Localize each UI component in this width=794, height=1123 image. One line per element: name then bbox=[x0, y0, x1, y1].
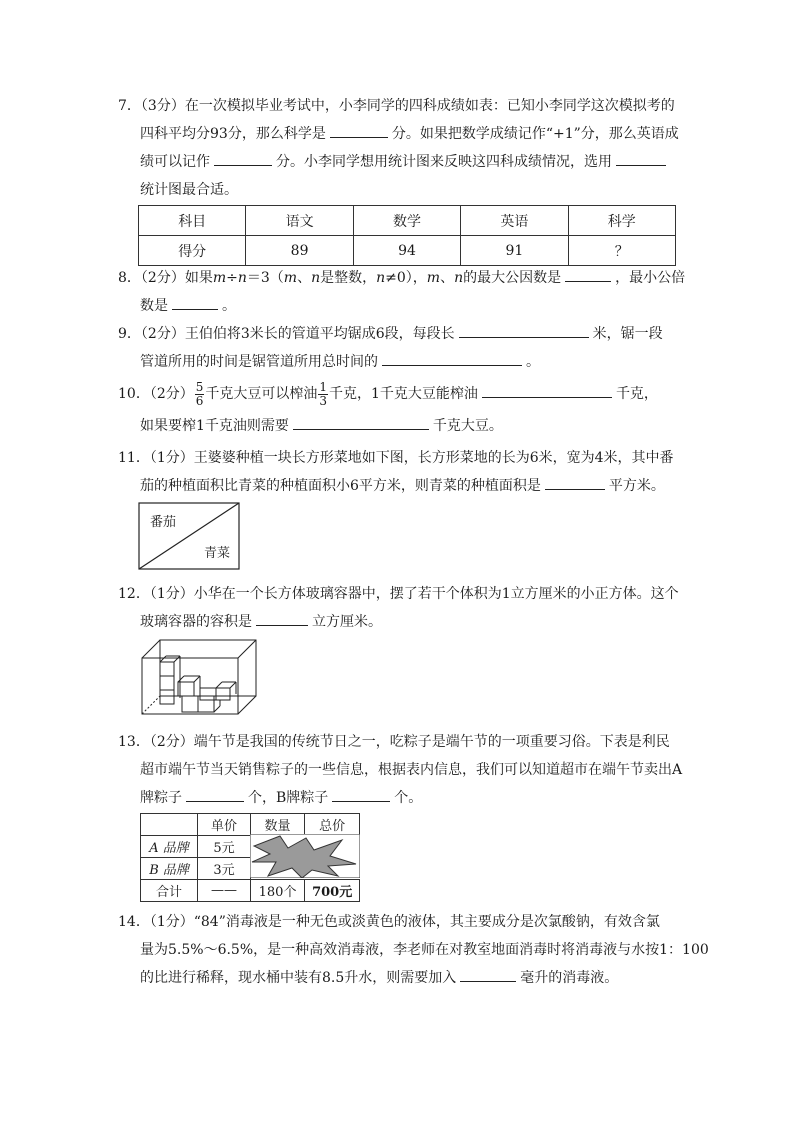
answer-blank[interactable] bbox=[382, 351, 522, 366]
q8-text: 的最大公因数是 bbox=[463, 270, 562, 286]
answer-blank[interactable] bbox=[186, 787, 244, 802]
table-header: 数量 bbox=[250, 814, 304, 836]
var-n: n bbox=[376, 270, 386, 286]
q10-text: 千克， bbox=[615, 386, 658, 402]
q7-line-2 bbox=[118, 120, 678, 148]
table-header: 数学 bbox=[353, 206, 460, 236]
q14-text: 毫升的消毒液。 bbox=[520, 970, 619, 986]
glass-container-cubes-figure bbox=[140, 638, 260, 720]
q9-line-2 bbox=[118, 348, 678, 376]
table-header: 语文 bbox=[246, 206, 353, 236]
table-cell: A 品牌 bbox=[141, 836, 198, 858]
answer-blank[interactable] bbox=[616, 151, 666, 166]
q12-line-2 bbox=[118, 608, 678, 636]
q14-text: 的比进行稀释，现水桶中装有8.5升水，则需要加入 bbox=[140, 970, 457, 986]
table-cell: B 品牌 bbox=[141, 858, 198, 880]
table-cell: 得分 bbox=[139, 236, 246, 266]
table-cell: ？ bbox=[568, 236, 675, 266]
table-header: 英语 bbox=[461, 206, 568, 236]
answer-blank[interactable] bbox=[214, 151, 272, 166]
fraction-numerator: 5 bbox=[195, 379, 204, 394]
q9-text: 米，锯一段 bbox=[592, 326, 663, 342]
q13-text: 牌粽子 bbox=[140, 790, 182, 806]
q11-text: 平方米。 bbox=[608, 478, 665, 494]
q8-text: ≠0）， bbox=[385, 270, 427, 286]
q9-line-1 bbox=[118, 320, 678, 348]
table-cell: —— bbox=[198, 880, 251, 902]
answer-blank[interactable] bbox=[459, 323, 589, 338]
question-11 bbox=[118, 444, 678, 500]
table-header: 总价 bbox=[305, 814, 360, 836]
fraction-one-third bbox=[318, 381, 328, 408]
q11-line-2 bbox=[118, 472, 678, 500]
q12-line-1: 12．（1分）小华在一个长方体玻璃容器中，摆了若干个体积为1立方厘米的小正方体。这个 bbox=[118, 586, 679, 602]
table-cell: 91 bbox=[461, 236, 568, 266]
q10-text: 如果要榨1千克油则需要 bbox=[140, 418, 289, 434]
q10-line-1 bbox=[118, 376, 678, 412]
label-greens: 青菜 bbox=[204, 546, 231, 561]
answer-blank[interactable] bbox=[545, 475, 605, 490]
q10-text: 千克大豆可以榨油 bbox=[205, 386, 318, 402]
table-cell: 合计 bbox=[141, 880, 198, 902]
q7-text: 分。如果把数学成绩记作“+1”分，那么英语成 bbox=[391, 126, 679, 142]
table-cell: 89 bbox=[246, 236, 353, 266]
table-cell: 180个 bbox=[250, 880, 304, 902]
table-cell: 94 bbox=[353, 236, 460, 266]
q10-text: 千克，1千克大豆能榨油 bbox=[329, 386, 478, 402]
q9-text: 。 bbox=[526, 354, 540, 370]
label-tomato: 番茄 bbox=[150, 515, 177, 530]
question-10 bbox=[118, 376, 678, 440]
answer-blank[interactable] bbox=[256, 611, 308, 626]
table-cell: 700元 bbox=[305, 880, 360, 902]
fraction-denominator: 6 bbox=[195, 393, 204, 408]
q8-line-2 bbox=[118, 292, 678, 320]
q9-text: 9．（2分）王伯伯将3米长的管道平均锯成6段，每段长 bbox=[118, 326, 455, 342]
q14-line-3 bbox=[118, 964, 678, 992]
var-n: n bbox=[237, 270, 247, 286]
var-m: m bbox=[283, 270, 298, 286]
question-12 bbox=[118, 580, 678, 636]
q7-text: 分。小李同学想用统计图来反映这四科成绩情况，选用 bbox=[276, 154, 612, 170]
answer-blank[interactable] bbox=[460, 967, 516, 982]
q11-line-1: 11．（1分）王婆婆种植一块长方形菜地如下图，长方形菜地的长为6米，宽为4米，其中番 bbox=[118, 450, 674, 466]
answer-blank[interactable] bbox=[172, 295, 218, 310]
var-m: m bbox=[426, 270, 441, 286]
divide-sign: ÷ bbox=[226, 270, 238, 286]
var-n: n bbox=[454, 270, 464, 286]
table-cell: 5元 bbox=[198, 836, 251, 858]
fraction-five-sixths bbox=[195, 381, 205, 408]
q13-text: 个，B牌粽子 bbox=[248, 790, 329, 806]
q13-line-1: 13．（2分）端午节是我国的传统节日之一，吃粽子是端午节的一项重要习俗。下表是利民 bbox=[118, 734, 670, 750]
question-14 bbox=[118, 908, 709, 992]
var-n: n bbox=[311, 270, 321, 286]
q8-line-1 bbox=[118, 264, 686, 292]
q7-line-4: 统计图最合适。 bbox=[140, 182, 238, 198]
zongzi-sales-table-wrap bbox=[140, 813, 360, 901]
var-m: m bbox=[212, 270, 227, 286]
fraction-numerator: 1 bbox=[319, 379, 328, 394]
table-header: 单价 bbox=[198, 814, 251, 836]
ink-blot-cover bbox=[250, 834, 360, 878]
table-cell: 3元 bbox=[198, 858, 251, 880]
q14-line-1: 14．（1分）“84”消毒液是一种无色或淡黄色的液体，其主要成分是次氯酸钠，有效含氯 bbox=[118, 914, 660, 930]
q12-text: 玻璃容器的容积是 bbox=[140, 614, 252, 630]
q14-line-2: 量为5.5%～6.5%，是一种高效消毒液，李老师在对教室地面消毒时将消毒液与水按1：100 bbox=[140, 942, 709, 958]
q8-text: 8．（2分）如果 bbox=[118, 270, 213, 286]
q8-text: ＝3（ bbox=[246, 270, 284, 286]
table-header: 科目 bbox=[139, 206, 246, 236]
q7-line-1: 7．（3分）在一次模拟毕业考试中，小李同学的四科成绩如表：已知小李同学这次模拟考的 bbox=[118, 98, 675, 114]
q11-text: 茄的种植面积比青菜的种植面积小6平方米，则青菜的种植面积是 bbox=[140, 478, 541, 494]
q12-text: 立方厘米。 bbox=[312, 614, 382, 630]
q10-text: 10．（2分） bbox=[118, 386, 194, 402]
q9-text: 管道所用的时间是锯管道所用总时间的 bbox=[140, 354, 378, 370]
q10-text: 千克大豆。 bbox=[432, 418, 503, 434]
table-header: 科学 bbox=[568, 206, 675, 236]
q8-text: 数是 bbox=[140, 298, 168, 314]
question-8 bbox=[118, 264, 686, 320]
q8-text: 。 bbox=[222, 298, 236, 314]
score-table bbox=[138, 205, 676, 266]
q10-line-2 bbox=[118, 412, 678, 440]
answer-blank[interactable] bbox=[293, 415, 429, 430]
q7-text: 绩可以记作 bbox=[140, 154, 210, 170]
q7-line-3 bbox=[118, 148, 678, 176]
question-7 bbox=[118, 92, 678, 204]
q8-text: ，最小公倍 bbox=[615, 270, 686, 286]
q13-text: 个。 bbox=[394, 790, 423, 806]
answer-blank[interactable] bbox=[332, 787, 390, 802]
fraction-denominator: 3 bbox=[319, 393, 328, 408]
question-9 bbox=[118, 320, 678, 376]
question-13 bbox=[118, 728, 683, 812]
q13-line-2: 超市端午节当天销售粽子的一些信息，根据表内信息，我们可以知道超市在端午节卖出A bbox=[140, 762, 683, 778]
vegetable-plot-figure bbox=[138, 502, 242, 572]
table-header bbox=[141, 814, 198, 836]
q8-text: 、 bbox=[297, 270, 312, 286]
q7-text: 四科平均分93分，那么科学是 bbox=[140, 126, 326, 142]
q8-text: 、 bbox=[440, 270, 455, 286]
q8-text: 是整数， bbox=[320, 270, 377, 286]
answer-blank[interactable] bbox=[330, 123, 388, 138]
answer-blank[interactable] bbox=[482, 383, 612, 398]
q13-line-3 bbox=[118, 784, 678, 812]
answer-blank[interactable] bbox=[565, 267, 611, 282]
